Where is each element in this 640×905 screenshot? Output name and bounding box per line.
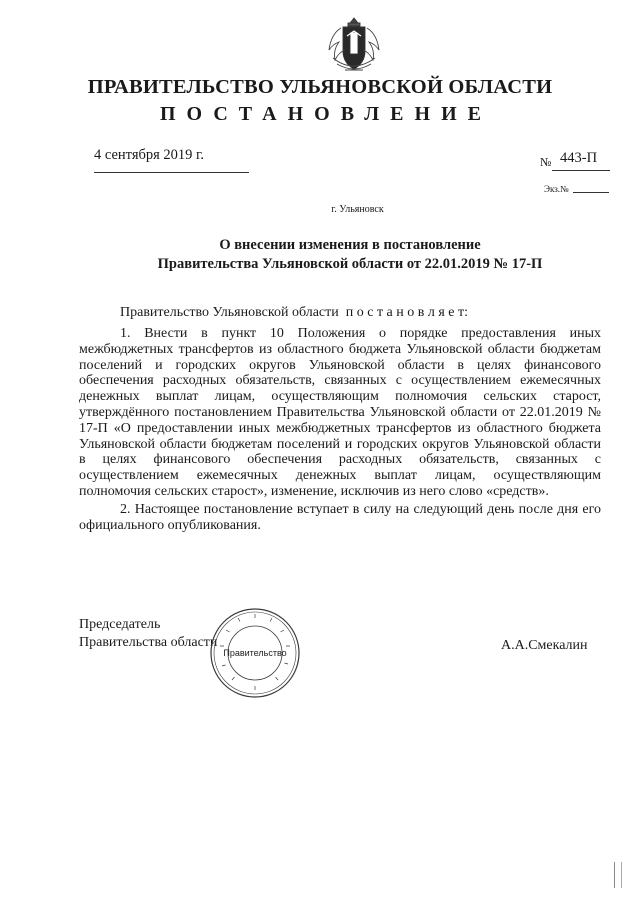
signatory-name: А.А.Смекалин (501, 638, 588, 653)
signatory-position-line-1: Председатель (79, 617, 161, 632)
number-underline (552, 170, 610, 171)
organization-name: ПРАВИТЕЛЬСТВО УЛЬЯНОВСКОЙ ОБЛАСТИ (87, 76, 553, 98)
document-date: 4 сентября 2019 г. (94, 147, 204, 163)
document-body (79, 326, 601, 533)
paragraph-2: 2. Настоящее постановление вступает в силу на следующий день после дня его официального опубликования. (79, 501, 601, 533)
title-line-1: О внесении изменения в постановление (219, 237, 481, 253)
document-type: ПОСТАНОВЛЕНИЕ (160, 103, 492, 125)
stamp-text: Правительство (223, 648, 287, 658)
document-number: 443-П (560, 150, 598, 166)
document-title (120, 236, 580, 274)
paragraph-1: 1. Внести в пункт 10 Положения о порядке предоставления иных межбюджетных трансфертов из областного бюджета Ульяновской области бюджетам поселений и городских округов Ульяновской области в целях финансового обеспечения расходных обязательств, связанных с осуществлением ежемесячных денежных выплат лицам, осуществляющим полномочия сельских старост, утверждённого постановлением Правительства Ульяновской области от 22.01.2019 № 17-П «О предоставлении иных межбюджетных трансфертов из областного бюджета Ульяновской области бюджетам поселений и городских округов Ульяновской области в целях финансового обеспечения расходных обязательств, связанных с осуществлением ежемесячных денежных выплат лицам, осуществляющим полномочия сельских старост», изменение, исключив из него слово «средств». (79, 326, 601, 499)
copy-number-underline (573, 192, 609, 193)
number-sign: № (540, 155, 552, 169)
official-seal-icon (208, 606, 302, 700)
date-underline (94, 172, 249, 173)
title-line-2: Правительства Ульяновской области от 22.01.2019 № 17-П (157, 256, 543, 272)
preamble: Правительство Ульяновской области п о с т а н о в л я е т: (120, 305, 469, 320)
copy-number-label: Экз.№ (544, 184, 569, 194)
city: г. Ульяновск (331, 204, 384, 215)
signatory-position-line-2: Правительства области (79, 635, 218, 650)
edge-mark (614, 862, 622, 888)
coat-of-arms-icon (321, 14, 387, 76)
